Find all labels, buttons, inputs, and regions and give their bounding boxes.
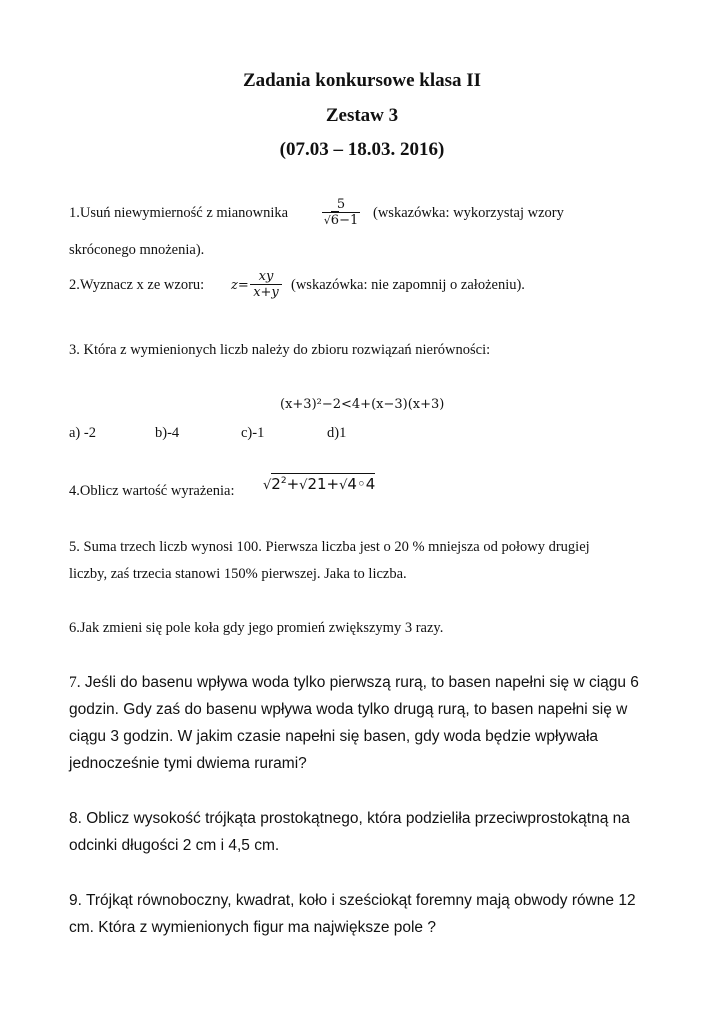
task2-text: 2.Wyznacz x ze wzoru: [69,277,205,293]
task9-line2: cm. Która z wymienionych figur ma największe pole ? [69,919,436,936]
task1-fraction [322,197,360,228]
task4-base: 2 [271,475,281,493]
task4-term: 21+ [307,475,340,493]
task1-den-rest: −1 [339,213,359,228]
task4-plus: + [286,475,300,493]
page-title: Zadania konkursowe klasa II [242,70,482,91]
task1-hint-cont: skróconego mnożenia). [69,242,205,258]
task5-line2: liczby, zaś trzecia stanowi 150% pierwszej. Jaka to liczba. [69,566,407,582]
task2-denominator: x+y [253,285,279,300]
task4-expression: $√2^2+√21+√4◦4$ [263,475,376,493]
task3-option-c: c)-1 [241,425,265,441]
task7-number: 7. [69,674,81,691]
task2-hint: (wskazówka: nie zapomnij o założeniu). [291,277,525,293]
task1-hint: (wskazówka: wykorzystaj wzory [373,205,564,221]
task2-numerator: xy [258,269,274,284]
task7-line1: 7. Jeśli do basenu wpływa woda tylko pierwszą rurą, to basen napełni się w ciągu 6 [69,674,639,691]
set-number: Zestaw 3 [325,105,399,126]
task2-lhs: z= [231,278,249,293]
task3-text: 3. Która z wymienionych liczb należy do zbioru rozwiązań nierówności: [69,342,491,358]
task1-radicand: 6 [330,213,340,228]
task3-option-b: b)-4 [155,425,180,441]
task8-line2: odcinki długości 2 cm i 4,5 cm. [69,837,280,854]
task3-option-a: a) -2 [69,425,96,441]
task2-fraction [250,269,282,300]
task4-exponent: 2 [280,476,287,486]
task7-line3: ciągu 3 godzin. W jakim czasie napełni się basen, gdy woda będzie wpływała [69,728,599,745]
task4-inner: 4◦4 [347,475,376,493]
task7-line2: godzin. Gdy zaś do basenu wpływa woda tylko drugą rurą, to basen napełni się w [69,701,628,718]
task6-line1: 6.Jak zmieni się pole koła gdy jego promień zwiększymy 3 razy. [69,620,444,636]
task3-option-d: d)1 [327,425,347,441]
task1-fraction-numerator: 5 [336,197,346,212]
task1-fraction-denominator: √6−1 [323,213,359,228]
task9-line1: 9. Trójkąt równoboczny, kwadrat, koło i sześciokąt foremny mają obwody równe 12 [69,892,636,909]
date-range: (07.03 – 18.03. 2016) [279,139,445,160]
task7-line4: jednocześnie tymi dwiema rurami? [69,755,307,772]
task4-text: 4.Oblicz wartość wyrażenia: [69,483,235,499]
task5-line1: 5. Suma trzech liczb wynosi 100. Pierwsza liczba jest o 20 % mniejsza od połowy drugiej [69,539,590,555]
task1-text: 1.Usuń niewymierność z mianownika [69,205,289,221]
task3-inequality: (x+3)²−2<4+(x−3)(x+3) [280,397,445,412]
task8-line1: 8. Oblicz wysokość trójkąta prostokątnego, która podzieliła przeciwprostokątną na [69,810,630,827]
